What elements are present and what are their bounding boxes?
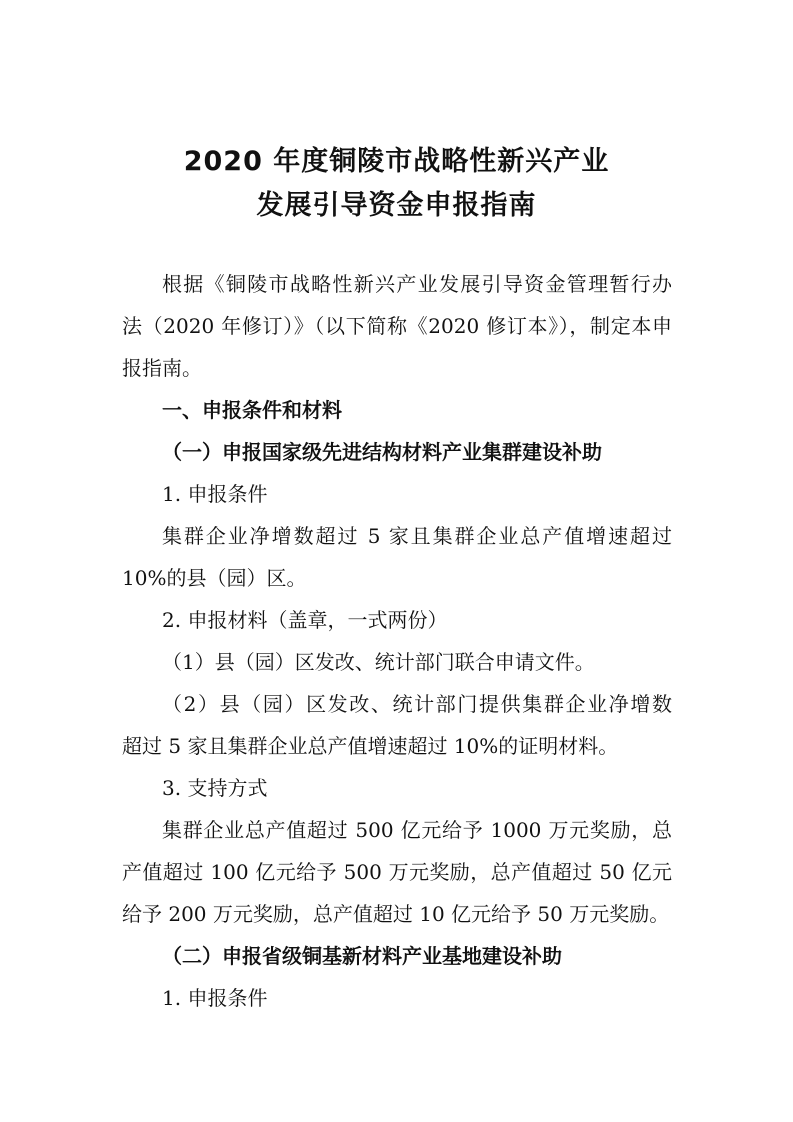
intro-line-1: 根据《铜陵市战略性新兴产业发展引导资金管理暂行办 [162, 272, 672, 296]
materials-paragraph-1: （1）县（园）区发改、统计部门联合申请文件。 [162, 650, 595, 674]
item-label-conditions: 1. 申报条件 [162, 482, 268, 506]
item-label-materials: 2. 申报材料（盖章，一式两份） [162, 608, 448, 632]
intro-line-3: 报指南。 [122, 356, 202, 380]
section-heading-1: 一、申报条件和材料 [162, 398, 342, 422]
subsection-heading-2: （二）申报省级铜基新材料产业基地建设补助 [162, 944, 562, 968]
materials-paragraph-2-line-1: （2）县（园）区发改、统计部门提供集群企业净增数 [162, 692, 672, 716]
subsection-heading-1: （一）申报国家级先进结构材料产业集群建设补助 [162, 440, 602, 464]
intro-line-2: 法（2020 年修订）》（以下简称《2020 修订本》），制定本申 [122, 314, 672, 338]
document-title-line-2: 发展引导资金申报指南 [256, 190, 537, 221]
item-label-conditions-2: 1. 申报条件 [162, 986, 268, 1010]
materials-paragraph-2-line-2: 超过 5 家且集群企业总产值增速超过 10%的证明材料。 [122, 734, 619, 758]
support-text-line-3: 给予 200 万元奖励，总产值超过 10 亿元给予 50 万元奖励。 [122, 902, 670, 926]
support-text-line-2: 产值超过 100 亿元给予 500 万元奖励，总产值超过 50 亿元 [122, 860, 672, 884]
support-text-line-1: 集群企业总产值超过 500 亿元给予 1000 万元奖励，总 [162, 818, 672, 842]
conditions-text-line-1: 集群企业净增数超过 5 家且集群企业总产值增速超过 [162, 524, 672, 548]
item-label-support: 3. 支持方式 [162, 776, 268, 800]
conditions-text-line-2: 10%的县（园）区。 [122, 566, 307, 590]
document-title-line-1: 2020 年度铜陵市战略性新兴产业 [183, 146, 610, 177]
